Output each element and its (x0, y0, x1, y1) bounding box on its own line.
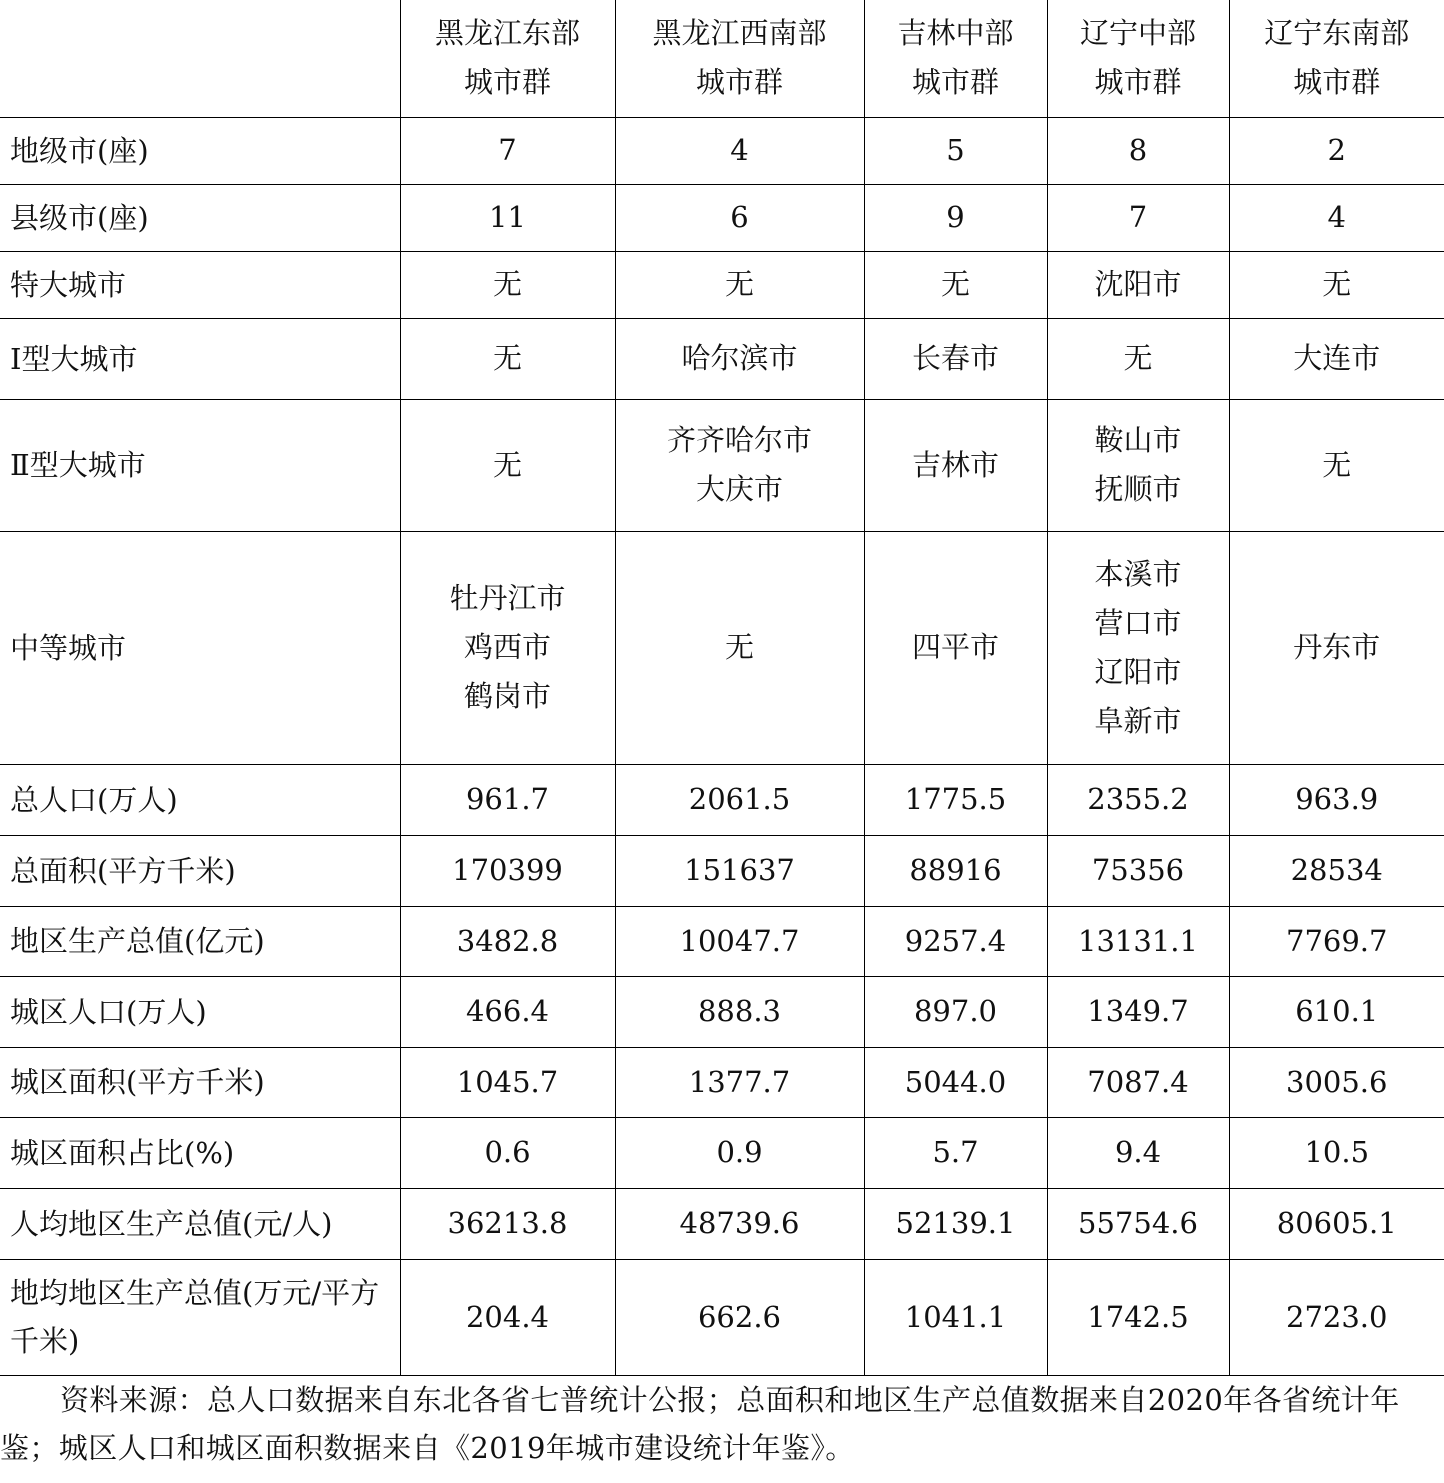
cell-line: 城市群 (911, 65, 999, 100)
table-cell: 哈尔滨市 (615, 318, 864, 399)
cell-lines (1094, 416, 1181, 514)
cell-line: 鸡西市 (463, 630, 551, 664)
table-cell: 466.4 (400, 976, 615, 1047)
corner-cell (0, 0, 400, 117)
cell-line: 辽宁东南部 (1264, 16, 1410, 51)
row-label: 地级市(座) (0, 117, 400, 184)
column-header (400, 0, 615, 117)
row-label: Ⅰ型大城市 (0, 318, 400, 399)
table-cell: 961.7 (400, 764, 615, 835)
row-label: 城区面积占比(%) (0, 1117, 400, 1188)
row-label: 地均地区生产总值(万元/平方千米) (0, 1259, 400, 1375)
cell-line: 城市群 (695, 65, 783, 100)
cell-line: 牡丹江市 (449, 581, 566, 615)
cell-lines (449, 574, 565, 721)
table-cell: 80605.1 (1229, 1188, 1444, 1259)
table-cell: 0.6 (400, 1117, 615, 1188)
row-label: 城区面积(平方千米) (0, 1047, 400, 1117)
header-row (0, 0, 1444, 117)
table-cell: 无 (615, 531, 864, 764)
table-cell: 7 (1047, 184, 1229, 251)
table-cell: 10047.7 (615, 906, 864, 976)
table-cell: 151637 (615, 835, 864, 906)
cell-line: 鹤岗市 (463, 679, 551, 713)
table-cell: 2723.0 (1229, 1259, 1444, 1375)
table-cell: 丹东市 (1229, 531, 1444, 764)
table-cell: 8 (1047, 117, 1229, 184)
cell-line: 鞍山市 (1094, 423, 1182, 457)
row-label: 总面积(平方千米) (0, 835, 400, 906)
table-cell: 1377.7 (615, 1047, 864, 1117)
table-cell: 963.9 (1229, 764, 1444, 835)
row-label: Ⅱ型大城市 (0, 399, 400, 531)
table-row (0, 318, 1444, 399)
table-cell: 9.4 (1047, 1117, 1229, 1188)
cell-lines (1080, 9, 1196, 107)
column-header (1229, 0, 1444, 117)
table-cell: 888.3 (615, 976, 864, 1047)
cell-line: 城市群 (1293, 65, 1381, 100)
table-cell: 7087.4 (1047, 1047, 1229, 1117)
table-row (0, 1117, 1444, 1188)
cell-line: 城市群 (463, 65, 551, 100)
table-cell: 13131.1 (1047, 906, 1229, 976)
cell-line: 营口市 (1094, 605, 1182, 640)
table-cell: 9257.4 (864, 906, 1047, 976)
table-row (0, 1047, 1444, 1117)
table-cell: 610.1 (1229, 976, 1444, 1047)
row-label: 特大城市 (0, 251, 400, 318)
table-cell: 11 (400, 184, 615, 251)
table-row (0, 764, 1444, 835)
row-label: 中等城市 (0, 531, 400, 764)
table-row (0, 1259, 1444, 1375)
cell-line: 吉林中部 (897, 16, 1014, 51)
table-cell: 1742.5 (1047, 1259, 1229, 1375)
table-cell: 5.7 (864, 1117, 1047, 1188)
table-cell: 无 (1047, 318, 1229, 399)
table-cell: 897.0 (864, 976, 1047, 1047)
row-label: 人均地区生产总值(元/人) (0, 1188, 400, 1259)
table-cell: 四平市 (864, 531, 1047, 764)
table-cell: 2355.2 (1047, 764, 1229, 835)
table-cell: 170399 (400, 835, 615, 906)
table-cell: 无 (1229, 399, 1444, 531)
table-row (0, 835, 1444, 906)
table-cell (1047, 399, 1229, 531)
table-cell: 无 (400, 318, 615, 399)
table-cell: 6 (615, 184, 864, 251)
table-cell (1047, 531, 1229, 764)
table-cell: 52139.1 (864, 1188, 1047, 1259)
table-cell: 沈阳市 (1047, 251, 1229, 318)
cell-line: 阜新市 (1094, 703, 1182, 738)
table-cell: 7769.7 (1229, 906, 1444, 976)
table-row (0, 184, 1444, 251)
table-row (0, 399, 1444, 531)
table-cell: 1775.5 (864, 764, 1047, 835)
table-cell: 55754.6 (1047, 1188, 1229, 1259)
cell-lines (667, 416, 812, 514)
table-cell: 204.4 (400, 1259, 615, 1375)
cell-line: 辽宁中部 (1079, 16, 1196, 51)
table-cell: 3005.6 (1229, 1047, 1444, 1117)
table-cell: 无 (615, 251, 864, 318)
cell-lines (1264, 9, 1409, 107)
table-cell: 28534 (1229, 835, 1444, 906)
table-cell: 吉林市 (864, 399, 1047, 531)
column-header (615, 0, 864, 117)
cell-lines (897, 9, 1013, 107)
cell-line: 本溪市 (1094, 556, 1182, 591)
cell-lines (1094, 550, 1181, 746)
table-cell: 长春市 (864, 318, 1047, 399)
table-cell: 2061.5 (615, 764, 864, 835)
table-row (0, 531, 1444, 764)
cell-line: 抚顺市 (1094, 472, 1182, 506)
table-cell: 48739.6 (615, 1188, 864, 1259)
cell-lines (435, 9, 580, 107)
row-label: 县级市(座) (0, 184, 400, 251)
cell-line: 大庆市 (695, 472, 783, 506)
table-cell: 4 (1229, 184, 1444, 251)
cell-line: 齐齐哈尔市 (666, 423, 812, 457)
cell-lines (652, 9, 826, 107)
table-cell: 88916 (864, 835, 1047, 906)
column-header (864, 0, 1047, 117)
cell-line: 黑龙江西南部 (652, 16, 827, 51)
table-cell: 3482.8 (400, 906, 615, 976)
column-header (1047, 0, 1229, 117)
source-note: 资料来源：总人口数据来自东北各省七普统计公报；总面积和地区生产总值数据来自2020年各省统计年鉴；城区人口和城区面积数据来自《2019年城市建设统计年鉴》。 (0, 1383, 1400, 1465)
table-cell: 无 (400, 399, 615, 531)
table-cell: 5 (864, 117, 1047, 184)
table-cell: 1045.7 (400, 1047, 615, 1117)
table-row (0, 1188, 1444, 1259)
table-cell: 2 (1229, 117, 1444, 184)
table-cell: 662.6 (615, 1259, 864, 1375)
cell-line: 黑龙江东部 (434, 16, 580, 51)
table-cell: 无 (864, 251, 1047, 318)
table-row (0, 117, 1444, 184)
table-cell: 5044.0 (864, 1047, 1047, 1117)
table-row (0, 251, 1444, 318)
cell-line: 辽阳市 (1094, 654, 1182, 689)
table-cell: 大连市 (1229, 318, 1444, 399)
table-cell: 1041.1 (864, 1259, 1047, 1375)
table-cell: 75356 (1047, 835, 1229, 906)
table-cell: 无 (400, 251, 615, 318)
table-cell (615, 399, 864, 531)
table-cell: 无 (1229, 251, 1444, 318)
table-cell: 0.9 (615, 1117, 864, 1188)
table-cell: 4 (615, 117, 864, 184)
cell-line: 城市群 (1094, 65, 1182, 100)
table-row (0, 976, 1444, 1047)
table-row (0, 906, 1444, 976)
table-cell: 7 (400, 117, 615, 184)
table-cell: 10.5 (1229, 1117, 1444, 1188)
table-cell: 36213.8 (400, 1188, 615, 1259)
row-label: 地区生产总值(亿元) (0, 906, 400, 976)
table-cell: 9 (864, 184, 1047, 251)
table-cell: 1349.7 (1047, 976, 1229, 1047)
row-label: 城区人口(万人) (0, 976, 400, 1047)
table-cell (400, 531, 615, 764)
row-label: 总人口(万人) (0, 764, 400, 835)
